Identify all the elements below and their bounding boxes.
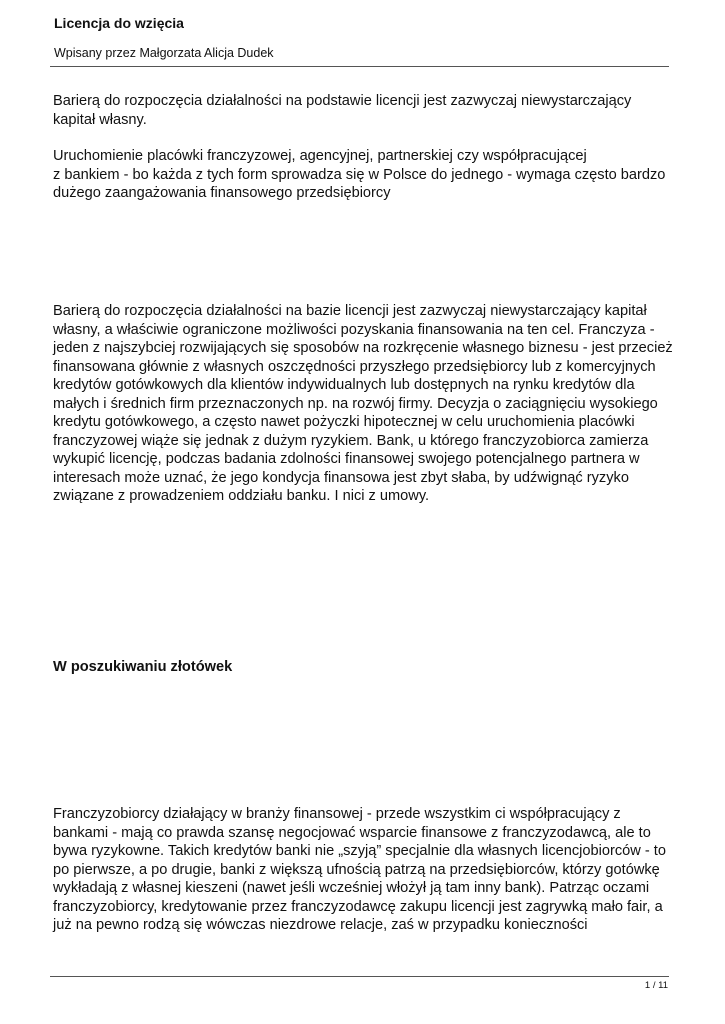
text-line: bankami - mają co prawda szansę negocjować wsparcie finansowe z franczyzodawcą, ale to [53,824,651,841]
text-line: własny, a właściwie ograniczone możliwości pozyskania finansowania na ten cel. Franczyza - [53,321,655,338]
paragraph-main [53,302,673,506]
text-line: kredytów gotówkowych dla klientów indywidualnych lub dostępnych na rynku kredytów dla [53,377,635,393]
text-line: Franczyzobiorcy działający w branży finansowej - przede wszystkim ci współpracujący z [53,806,621,822]
text-line: z bankiem - bo każda z tych form sprowadza się w Polsce do jednego - wymaga często bardzo [53,166,666,183]
page-number: 1 / 11 [644,980,668,991]
text-line: małych i średnich firm przeznaczonych np. na rozwój firmy. Decyzja o zaciągnięciu wysokiego [53,395,658,412]
text-line: franczyzobiorcy, kredytowanie przez franczyzodawcę zakupu licencji jest zagrywką mało fair, a [53,898,663,915]
text-line: wykładają z własnej kieszeni (nawet jeśli wcześniej włożył ją tam inny bank). Patrząc oczami [53,880,650,896]
text-line: franczyzowej wiąże się jednak z dużym ryzykiem. Bank, u którego franczyzobiorca zamierza [53,432,649,449]
text-line: po pierwsze, a po drugie, banki z większą ufnością patrzą na przedsiębiorców, którzy gotówkę [53,861,660,878]
text-line: kapitał własny. [53,111,147,128]
header-divider [50,66,669,67]
text-line: finansowana głównie z własnych oszczędności przyszłego przedsiębiorcy lub z komercyjnych [53,358,656,375]
text-line: już na pewno rodzą się wówczas niezdrowe relacje, zaś w przypadku konieczności [53,917,588,933]
paragraph-section [53,805,673,935]
document-title: Licencja do wzięcia [54,15,184,31]
text-line: kredytu gotówkowego, a często nawet pożyczki hipotecznej w celu uruchomienia placówki [53,414,635,430]
text-line: dużego zaangażowania finansowego przedsiębiorcy [53,185,391,201]
section-heading: W poszukiwaniu złotówek [53,659,233,675]
author-byline: Wpisany przez Małgorzata Alicja Dudek [54,46,274,60]
text-line: bywa ryzykowne. Takich kredytów banki nie „szyją” specjalnie dla własnych licencjobiorców - to [53,843,666,859]
text-line: Uruchomienie placówki franczyzowej, agencyjnej, partnerskiej czy współpracującej [53,148,587,164]
footer-divider [50,976,669,977]
text-line: Barierą do rozpoczęcia działalności na bazie licencji jest zazwyczaj niewystarczający kapitał [53,303,647,319]
text-line: Barierą do rozpoczęcia działalności na podstawie licencji jest zazwyczaj niewystarczający [53,93,632,109]
paragraph-intro [53,92,673,129]
text-line: wykupić licencję, podczas badania zdolności finansowej swojego potencjalnego partnera w [53,451,640,467]
paragraph-lead [53,147,673,203]
text-line: jeden z najszybciej rozwijających się sposobów na rozkręcenie własnego biznesu - jest przecież [53,340,673,356]
text-line: interesach może uznać, że jego kondycja finansowa jest zbyt słaba, by udźwignąć ryzyko [53,469,629,486]
text-line: związane z prowadzeniem oddziału banku. I nici z umowy. [53,488,430,504]
